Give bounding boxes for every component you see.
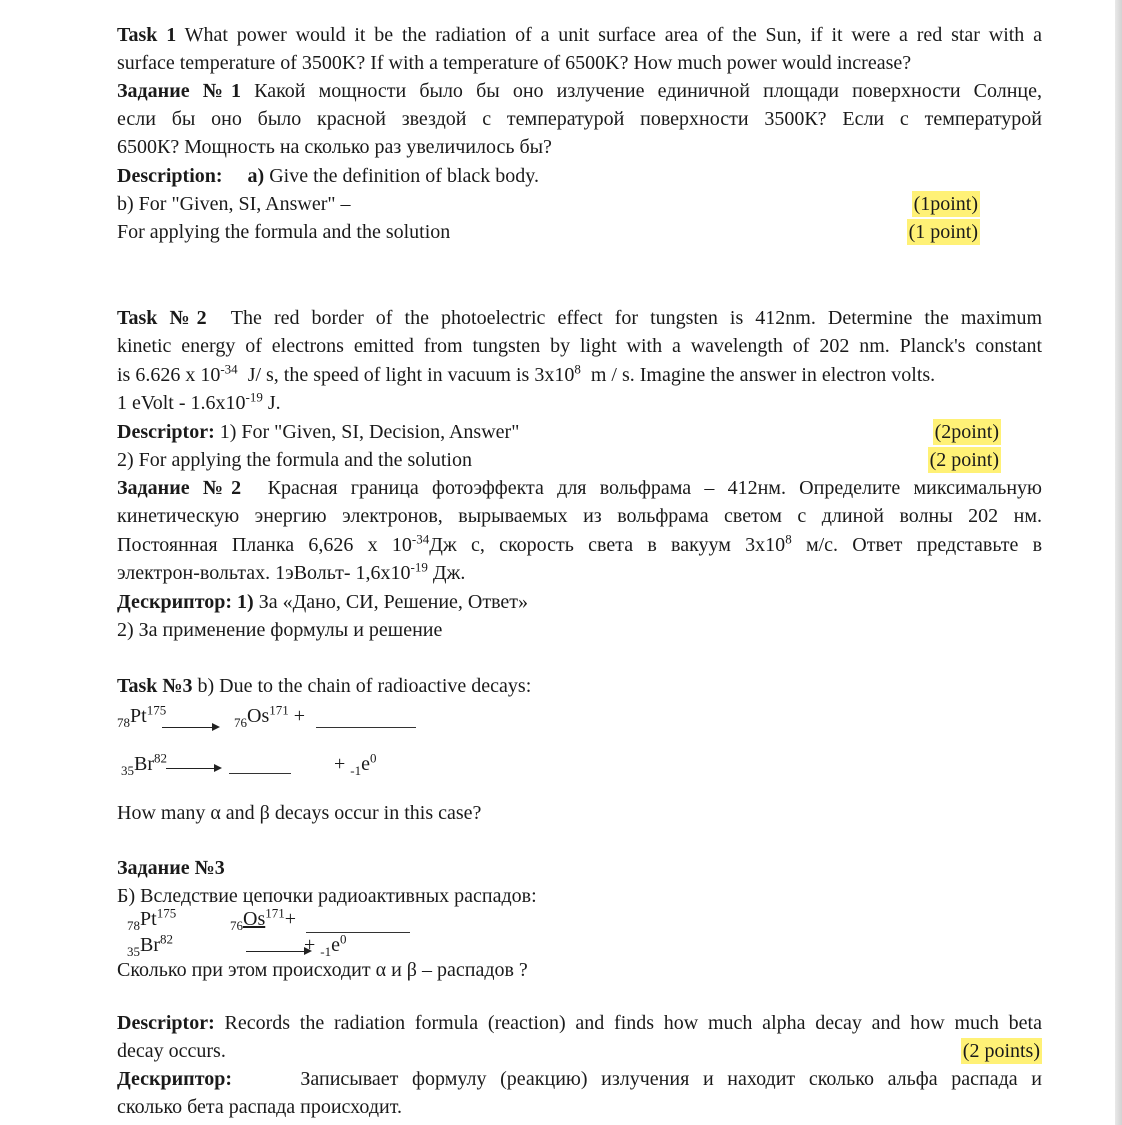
task1-line-2: surface temperature of 3500K? If with a temperature of 6500K? How much power would increase?	[117, 52, 912, 74]
task2-ru-4a: электрон-вольтах. 1эВольт- 1,6х10	[117, 562, 411, 584]
task1-desc-a: Give the definition of black body.	[269, 165, 539, 187]
task2-label: Task №2	[117, 307, 207, 329]
task3-intro: b) Due to the chain of radioactive decays:	[197, 675, 532, 697]
task3-ru-intro: Б) Вследствие цепочки радиоактивных распадов:	[117, 885, 537, 907]
pt-sub: 78	[117, 715, 130, 730]
task2-ru-text-1: Красная граница фотоэффекта для вольфрама – 412нм. Определите миксимальную	[267, 477, 1043, 499]
task2-ru-descriptor-2: 2) За применение формулы и решение	[117, 619, 443, 641]
task2-ru-descriptor-1	[117, 589, 1042, 615]
blank-2	[229, 773, 291, 774]
task1-desc-c: For applying the formula and the solution	[117, 221, 451, 243]
task2-text-1: The red border of the photoelectric effect for tungsten is 412nm. Determine the maximum	[230, 307, 1043, 329]
task1-desc-c-points: (1 point)	[908, 221, 978, 243]
task2-ru-3c: м/с. Ответ представьте в	[805, 534, 1043, 556]
task1-desc-b-line	[117, 191, 980, 217]
ru-br-sub: 35	[127, 944, 140, 959]
task2-descriptor-1	[117, 419, 1001, 445]
page-edge	[1115, 0, 1122, 1125]
ru-br-symbol: Br	[140, 934, 160, 956]
task1-desc-a-prefix: a)	[247, 165, 265, 187]
ru-e-sub: -1	[320, 944, 332, 959]
ru-reaction-pt	[127, 906, 176, 932]
task2-ru-d1-num: 1)	[237, 591, 254, 613]
task1-label: Task 1	[117, 24, 177, 46]
ru-reaction-br	[127, 932, 173, 958]
task2-d1-points: (2point)	[934, 421, 999, 443]
ru-reaction-electron	[304, 932, 347, 958]
task2-d1: 1) For "Given, SI, Decision, Answer"	[219, 421, 520, 443]
task3-descriptor-label: Descriptor:	[117, 1012, 215, 1034]
e-sub: -1	[350, 763, 362, 778]
task1-line-1	[117, 22, 1042, 48]
task1-text-1: What power would it be the radiation of a unit surface area of the Sun, if it were a red star with a	[184, 24, 1042, 46]
reaction-br	[121, 751, 167, 777]
task1-desc-c-line	[117, 219, 980, 245]
task2-exp-light: 8	[574, 361, 581, 377]
task3-label: Task №3	[117, 675, 193, 697]
task2-descriptor-2	[117, 447, 1001, 473]
ru-reaction-os	[230, 906, 296, 932]
br-sup: 82	[154, 750, 167, 766]
task1-ru-line-2: если бы оно было красной звездой с температурой поверхности 3500К? Если с температурой	[117, 108, 1042, 130]
task3-descriptor-1	[117, 1010, 1042, 1036]
task1-ru-line-3: 6500К? Мощность на сколько раз увеличилось бы?	[117, 136, 552, 158]
plus-2: +	[334, 753, 346, 775]
task2-d2-points: (2 point)	[929, 449, 999, 471]
task2-line-3	[117, 362, 1042, 388]
task3-ru-descriptor-2: сколько бета распада происходит.	[117, 1096, 402, 1118]
task2-line-4	[117, 390, 1042, 416]
task2-ru-3b: Дж с, скорость света в вакуум 3х10	[429, 534, 786, 556]
task2-ru-label: Задание №2	[117, 477, 242, 499]
task3-descriptor-text-1: Records the radiation formula (reaction) and finds how much alpha decay and how much beta	[224, 1012, 1042, 1034]
task3-intro-line	[117, 673, 1042, 699]
task1-ru-label: Задание №1	[117, 80, 241, 102]
task3-descriptor-text-2: decay occurs.	[117, 1040, 226, 1062]
reaction-arrow-2	[166, 768, 220, 769]
task1-desc-b: b) For "Given, SI, Answer" –	[117, 193, 351, 215]
task1-ru-text-1: Какой мощности было бы оно излучение единичной площади поверхности Солнце,	[254, 80, 1042, 102]
ru-pt-sup: 175	[156, 905, 177, 921]
task1-ru-line-1	[117, 78, 1042, 104]
task2-ru-4b: Дж.	[432, 562, 466, 584]
plus-1: +	[293, 705, 306, 727]
task2-exp-ev: -19	[245, 389, 263, 405]
task3-descriptor-points: (2 points)	[962, 1040, 1040, 1062]
task3-question: How many α and β decays occur in this case?	[117, 802, 482, 824]
task2-ru-exp-planck: -34	[411, 531, 430, 547]
task2-line-4a: 1 eVolt - 1.6x10	[117, 392, 246, 414]
ru-e-symbol: e	[331, 934, 341, 956]
ru-plus-1: +	[284, 908, 297, 930]
os-sup: 171	[269, 702, 289, 718]
ru-pt-sub: 78	[127, 918, 140, 933]
br-sub: 35	[121, 763, 134, 778]
e-symbol: e	[361, 753, 371, 775]
ru-os-sup: 171	[265, 905, 285, 921]
task2-line-3c: m / s. Imagine the answer in electron volts.	[590, 364, 936, 386]
reaction-pt	[117, 703, 166, 729]
task1-description	[117, 163, 1042, 189]
task2-exp-planck: -34	[220, 361, 238, 377]
task2-line-1	[117, 305, 1042, 331]
task2-d2: 2) For applying the formula and the solution	[117, 449, 472, 471]
task2-line-4b: J.	[267, 392, 281, 414]
task3-descriptor-2	[117, 1038, 1042, 1064]
pt-sup: 175	[146, 702, 167, 718]
e-sup: 0	[370, 750, 377, 766]
task2-descriptor-label: Descriptor:	[117, 421, 215, 443]
task2-ru-exp-light: 8	[785, 531, 792, 547]
task3-ru-label: Задание №3	[117, 857, 225, 879]
task1-desc-b-points: (1point)	[913, 193, 978, 215]
task2-ru-exp-ev: -19	[410, 559, 428, 575]
reaction-arrow-1	[162, 727, 218, 728]
reaction-electron	[334, 751, 377, 777]
task2-ru-line-2: кинетическую энергию электронов, вырываемых из вольфрама светом с длиной волны 202 нм.	[117, 505, 1042, 527]
ru-plus-2: +	[304, 934, 316, 956]
ru-pt-symbol: Pt	[140, 908, 157, 930]
ru-os-sub: 76	[230, 918, 243, 933]
task2-line-2: kinetic energy of electrons emitted from tungsten by light with a wavelength of 202 nm. Planck's constant	[117, 335, 1042, 357]
ru-reaction-arrow	[246, 951, 310, 952]
task1-description-label: Description:	[117, 165, 223, 187]
os-symbol: Os	[247, 705, 270, 727]
task2-ru-desc-label: Дескриптор:	[117, 591, 233, 613]
blank-1	[316, 727, 416, 728]
task2-ru-line-3	[117, 532, 1042, 558]
reaction-os	[234, 703, 305, 729]
task2-line-3a: is 6.626 x 10	[117, 364, 221, 386]
ru-e-sup: 0	[340, 931, 347, 947]
task2-line-3b: J/ s, the speed of light in vacuum is 3x10	[247, 364, 575, 386]
task3-ru-question: Сколько при этом происходит α и β – распадов ?	[117, 959, 528, 981]
task2-ru-line-4	[117, 560, 1042, 586]
task2-ru-line-1	[117, 475, 1042, 501]
ru-os-symbol: Os	[243, 908, 266, 930]
task2-ru-3a: Постоянная Планка 6,626 х 10	[117, 534, 412, 556]
ru-br-sup: 82	[160, 931, 173, 947]
br-symbol: Br	[134, 753, 154, 775]
task3-ru-desc-text-1: Записывает формулу (реакцию) излучения и находит сколько альфа распада и	[300, 1068, 1043, 1090]
pt-symbol: Pt	[130, 705, 147, 727]
task3-ru-desc-label: Дескриптор:	[117, 1068, 233, 1090]
task2-ru-d1: За «Дано, СИ, Решение, Ответ»	[258, 591, 529, 613]
os-sub: 76	[234, 715, 247, 730]
task3-ru-descriptor-1	[117, 1066, 1042, 1092]
